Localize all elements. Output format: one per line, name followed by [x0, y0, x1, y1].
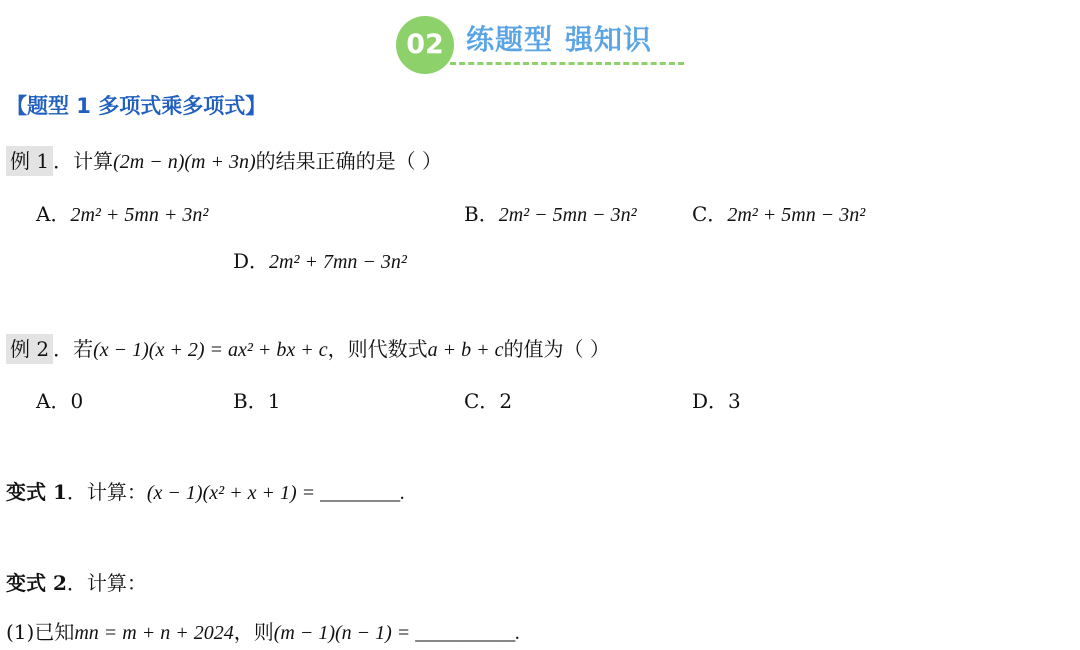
example1-tag: 例 1 — [6, 146, 53, 176]
example2-prompt: ．若 — [53, 337, 94, 361]
option-label: D． — [692, 389, 729, 413]
question-type-title: 【题型 1 多项式乘多项式】 — [6, 94, 267, 118]
example1-expression: (2m − n)(m + 3n) — [113, 151, 256, 173]
example1-option-d[interactable] — [233, 245, 407, 274]
variant2-item1-middle: ，则 — [233, 620, 274, 644]
variant1-question — [6, 476, 405, 505]
header-title-part1: 练题型 — [466, 23, 554, 56]
variant1-expression: (x − 1)(x² + x + 1) = ________. — [146, 482, 406, 504]
option-expression: 2m² + 5mn + 3n² — [70, 204, 209, 226]
example2-option-a[interactable] — [36, 385, 83, 414]
variant2-item1 — [6, 616, 520, 645]
example2-option-d[interactable] — [692, 385, 741, 414]
example2-option-c[interactable] — [464, 385, 512, 414]
option-label: A． — [36, 389, 71, 413]
option-label: A． — [36, 202, 71, 226]
section-number-badge: 02 — [396, 16, 454, 74]
example2-expression: (x − 1)(x + 2) = ax² + bx + c — [93, 339, 328, 361]
option-value: 2 — [499, 389, 513, 413]
option-value: 1 — [267, 389, 281, 413]
example1-question — [6, 145, 442, 174]
option-value: 3 — [728, 389, 741, 413]
variant2-question — [6, 567, 147, 596]
variant2-item1-expression2: (m − 1)(n − 1) = __________. — [273, 622, 521, 644]
option-expression: 2m² − 5mn − 3n² — [498, 204, 637, 226]
option-label: D． — [233, 249, 270, 273]
option-label: C． — [692, 202, 728, 226]
example1-option-c[interactable] — [692, 198, 865, 227]
option-expression: 2m² + 7mn − 3n² — [269, 251, 407, 273]
option-label: B． — [233, 389, 268, 413]
option-label: C． — [464, 389, 500, 413]
section-header — [396, 10, 696, 66]
variant2-prompt: ．计算： — [66, 571, 147, 595]
example2-option-b[interactable] — [233, 385, 280, 414]
example2-question — [6, 333, 610, 362]
header-title-part2: 强知识 — [565, 23, 653, 56]
variant2-item1-expression: mn = m + n + 2024 — [74, 622, 234, 644]
example2-tag: 例 2 — [6, 334, 53, 364]
variant1-tag: 变式 1 — [6, 480, 67, 504]
example1-prompt: ．计算 — [53, 149, 114, 173]
option-expression: 2m² + 5mn − 3n² — [727, 204, 866, 226]
variant2-tag: 变式 2 — [6, 571, 67, 595]
example2-expression2: a + b + c — [427, 339, 504, 361]
option-label: B． — [464, 202, 499, 226]
variant1-prompt: ．计算： — [66, 480, 147, 504]
example2-middle: ，则代数式 — [327, 337, 428, 361]
section-header-title — [466, 18, 652, 58]
option-value: 0 — [70, 389, 84, 413]
example1-option-a[interactable] — [36, 198, 208, 227]
example2-suffix: 的值为（ ） — [503, 337, 610, 361]
example1-option-b[interactable] — [464, 198, 637, 227]
example1-suffix: 的结果正确的是（ ） — [255, 149, 442, 173]
header-dashed-underline — [450, 62, 684, 65]
variant2-item1-prefix: (1)已知 — [6, 620, 75, 644]
